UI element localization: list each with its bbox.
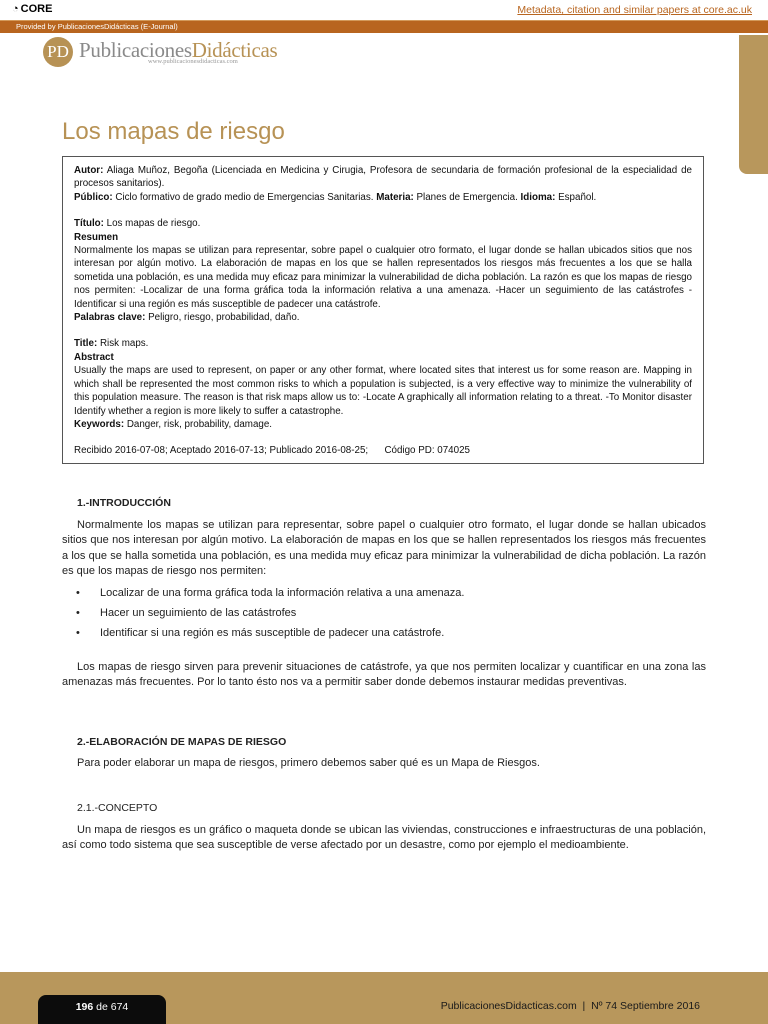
publico-value: Ciclo formativo de grado medio de Emergencias Sanitarias.	[112, 191, 377, 203]
abstract-label: Abstract	[74, 351, 114, 363]
keywords-value: Danger, risk, probability, damage.	[124, 418, 273, 430]
title-en-line	[74, 337, 692, 350]
abstract-text: Usually the maps are used to represent, on paper or any other format, where located sites that interest us for some reason are. Mapping in which shall be represented the most common risks to which a population is subjected, is a very effective way to minimize the vulnerability of this population measure. The reason is that risk maps allow us to: -Locate A graphically all information relating to a threat. -To Monitor disaster Identify whether a region is more likely to suffer a catastrophe.	[74, 365, 692, 417]
titulo-value: Los mapas de riesgo.	[103, 218, 201, 230]
provided-by-bar	[0, 21, 768, 33]
intro-section	[62, 496, 706, 511]
list-item	[62, 603, 706, 623]
spacer	[74, 204, 692, 217]
spacer	[74, 324, 692, 337]
autor-line	[74, 164, 692, 191]
title-en-label: Title:	[74, 338, 98, 350]
core-metadata-link[interactable]: Metadata, citation and similar papers at core.ac.uk	[517, 4, 752, 16]
intro-heading: 1.-INTRODUCCIÓN	[77, 497, 171, 509]
core-logo[interactable]	[12, 3, 52, 15]
keywords-label: Keywords:	[74, 418, 125, 430]
spacer	[74, 431, 692, 444]
autor-label: Autor:	[74, 165, 104, 176]
bullet-icon: •	[76, 607, 80, 619]
concepto-paragraph-block	[62, 823, 706, 854]
page-title: Los mapas de riesgo	[62, 118, 285, 145]
list-item-text: Identificar si una región es más susceptible de padecer una catástrofe.	[100, 627, 445, 639]
core-icon: ◔	[12, 3, 19, 15]
provided-by-text: Provided by PublicacionesDidácticas (E-Journal)	[16, 22, 178, 31]
brand-name-part1: Publicaciones	[79, 38, 192, 62]
page-current: 196	[75, 1001, 94, 1013]
resumen-heading	[74, 231, 692, 244]
titulo-label: Título:	[74, 218, 104, 230]
resumen-label: Resumen	[74, 231, 119, 243]
footer-journal-info: PublicacionesDidacticas.com | Nº 74 Septiembre 2016	[440, 1000, 700, 1012]
palabras-value: Peligro, riesgo, probabilidad, daño.	[145, 312, 300, 324]
side-tab	[739, 35, 768, 174]
elab-paragraph-block	[62, 756, 706, 771]
list-item-text: Localizar de una forma gráfica toda la información relativa a una amenaza.	[100, 587, 465, 599]
bullet-list-block	[62, 583, 706, 643]
idioma-value: Español.	[555, 191, 597, 203]
materia-label: Materia:	[376, 191, 414, 203]
autor-value: Aliaga Muñoz, Begoña (Licenciada en Medicina y Cirugia, Profesora de secundaria de formación profesional de la especialidad de procesos sanitarios).	[74, 165, 692, 190]
keywords-line	[74, 418, 692, 431]
concepto-heading: 2.1.-CONCEPTO	[77, 802, 158, 814]
elab-heading: 2.-ELABORACIÓN DE MAPAS DE RIESGO	[77, 736, 287, 748]
titulo-line	[74, 217, 692, 230]
resumen-text: Normalmente los mapas se utilizan para representar, sobre papel o cualquier otro formato, el lugar donde se hallan ubicados sitios que nos interesan por algún motivo. La elaboración de mapas en los que se hallen representados los riesgos más frecuentes a los que se halla sometida una población, es una medida muy eficaz para minimizar la vulnerabilidad de dicha población. La razón es que los mapas de riesgo nos permiten: -Localizar de una forma gráfica toda la información relativa a una amenaza. -Hacer un seguimiento de las catástrofes -Identificar si una región es más susceptible de padecer una catástrofe.	[74, 245, 692, 310]
bullet-list	[62, 583, 706, 643]
brand-url: www.publicacionesdidacticas.com	[148, 58, 238, 65]
intro-paragraph2-block	[62, 660, 706, 691]
publico-label: Público:	[74, 191, 113, 203]
brand-logo-icon: PD	[43, 37, 73, 67]
intro-paragraph-2: Los mapas de riesgo sirven para prevenir situaciones de catástrofe, ya que nos permiten localizar y cuantificar en una zona las amenazas más frecuentes. Por lo tanto ésto nos va a permitir saber donde debemos instaurar medidas preventivas.	[62, 661, 706, 689]
intro-paragraph-block	[62, 518, 706, 580]
abstract-heading	[74, 351, 692, 364]
palabras-line	[74, 311, 692, 324]
page-of: de	[93, 1001, 111, 1013]
elab-paragraph: Para poder elaborar un mapa de riesgos, primero debemos saber qué es un Mapa de Riesgos.	[77, 757, 540, 769]
page-total: 674	[110, 1001, 129, 1013]
palabras-label: Palabras clave:	[74, 312, 146, 324]
elab-section	[62, 735, 706, 750]
concepto-section	[62, 801, 706, 816]
bullet-icon: •	[76, 627, 80, 639]
abstract-box	[62, 156, 704, 464]
dates-line: Recibido 2016-07-08; Aceptado 2016-07-13; Publicado 2016-08-25; Código PD: 074025	[74, 445, 470, 457]
concepto-paragraph: Un mapa de riesgos es un gráfico o maqueta donde se ubican las viviendas, construcciones e infraestructuras de una población, así como todo sistema que sea susceptible de verse afectado por un desastre, como por ejemplo el medioambiente.	[62, 824, 706, 852]
brand-name-part2: Didácticas	[191, 38, 278, 62]
core-bar	[0, 0, 768, 21]
core-logo-text: CORE	[20, 3, 53, 15]
intro-paragraph: Normalmente los mapas se utilizan para representar, sobre papel o cualquier otro formato, el lugar donde se hallan ubicados sitios que nos interesan por algún motivo. La elaboración de mapas en los que se hallen representados los riesgos más frecuentes a los que se halla sometida una población, es una medida muy eficaz para minimizar la vulnerabilidad de dicha población. La razón es que los mapas de riesgo nos permiten:	[62, 519, 706, 578]
title-en-value: Risk maps.	[97, 338, 149, 350]
publico-line	[74, 191, 692, 204]
page-number-badge	[38, 995, 166, 1024]
list-item	[62, 583, 706, 603]
list-item	[62, 623, 706, 643]
idioma-label: Idioma:	[520, 191, 556, 203]
bullet-icon: •	[76, 587, 80, 599]
materia-value: Planes de Emergencia.	[413, 191, 521, 203]
list-item-text: Hacer un seguimiento de las catástrofes	[100, 607, 297, 619]
